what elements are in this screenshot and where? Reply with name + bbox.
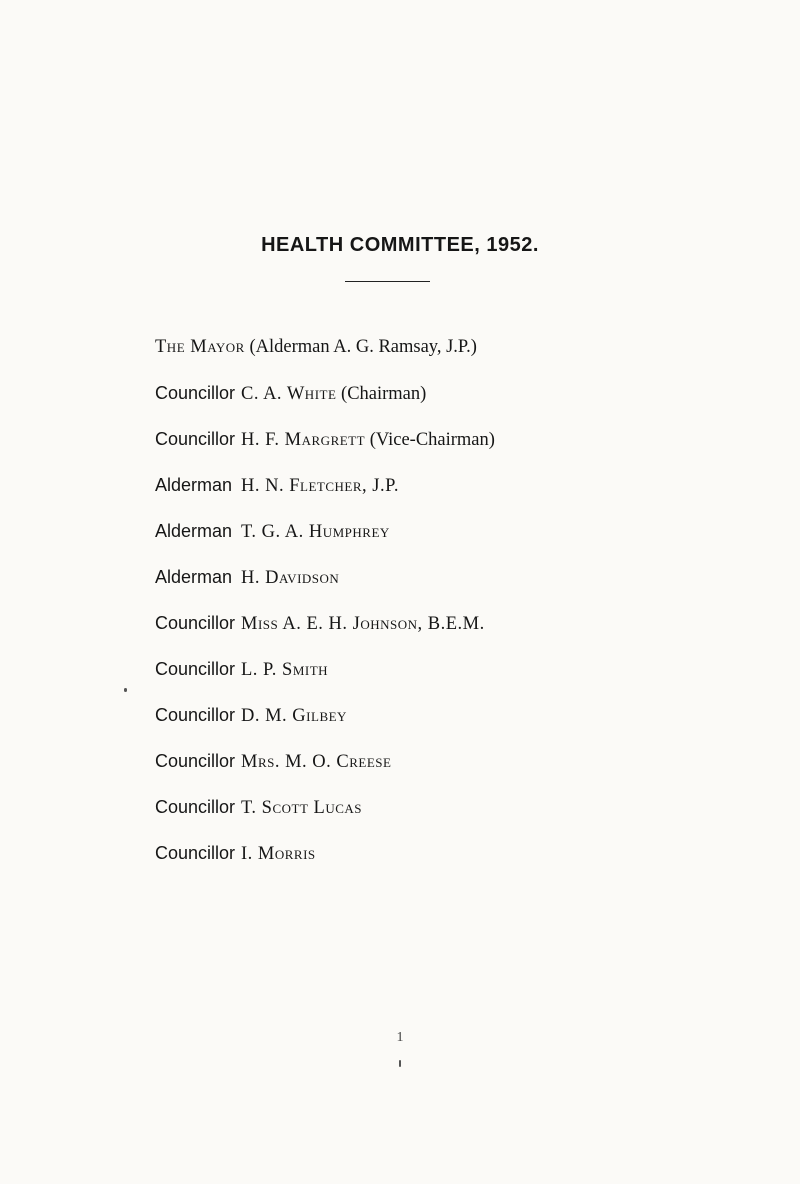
member-title: Alderman [155, 567, 233, 587]
member-name: H. F. Margrett [241, 430, 366, 450]
member-name: T. G. A. Humphrey [241, 522, 390, 542]
list-item [155, 425, 495, 471]
speck-mark [399, 1060, 401, 1067]
member-name: (Alderman A. G. Ramsay, J.P.) [249, 337, 477, 357]
member-title: Councillor [155, 429, 236, 449]
member-title: Alderman [155, 475, 233, 495]
member-title: Councillor [155, 383, 236, 403]
list-item [155, 839, 495, 885]
member-title: Councillor [155, 751, 236, 771]
list-item [155, 517, 495, 563]
list-item [155, 655, 495, 701]
list-item [155, 793, 495, 839]
page-title: HEALTH COMMITTEE, 1952. [261, 234, 539, 256]
list-item [155, 609, 495, 655]
member-name: T. Scott Lucas [241, 798, 363, 818]
member-role: (Vice-Chairman) [369, 430, 495, 450]
list-item [155, 379, 495, 425]
list-item [155, 701, 495, 747]
member-name: Mrs. M. O. Creese [241, 752, 392, 772]
member-title: Alderman [155, 521, 233, 541]
member-title: Councillor [155, 705, 236, 725]
list-item [155, 747, 495, 793]
member-name: H. Davidson [241, 568, 340, 588]
member-title: Councillor [155, 797, 236, 817]
list-item [155, 333, 495, 379]
divider [345, 281, 430, 282]
member-title: Councillor [155, 659, 236, 679]
member-name: D. M. Gilbey [241, 706, 347, 726]
member-list [155, 333, 495, 885]
member-title: Councillor [155, 613, 236, 633]
speck-mark [124, 688, 127, 692]
member-name: I. Morris [241, 844, 316, 864]
member-name: C. A. White [241, 384, 337, 404]
page-number: 1 [396, 1030, 404, 1045]
member-name: Miss A. E. H. Johnson, B.E.M. [241, 614, 485, 634]
list-item [155, 471, 495, 517]
list-item [155, 563, 495, 609]
member-name: H. N. Fletcher, J.P. [241, 476, 399, 496]
member-role: (Chairman) [341, 384, 427, 404]
member-title: The Mayor [155, 337, 245, 357]
member-name: L. P. Smith [241, 660, 329, 680]
member-title: Councillor [155, 843, 236, 863]
